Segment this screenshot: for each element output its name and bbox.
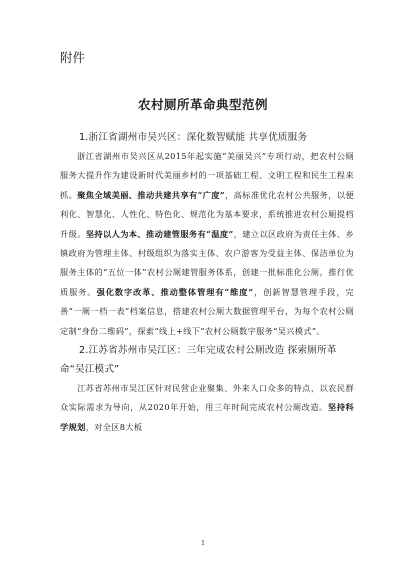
bold-run: 强化数字改革、推动整体管理有“维度” [96, 286, 254, 297]
attachment-label: 附件 [60, 50, 86, 65]
bold-run: 坚持以人为本、推动建管服务有“温度” [85, 228, 234, 239]
text-run: ，建立以区政府为责任主体、乡镇政府为管理主体、村级组织为落实主体、农户游客为受益主体、保洁单位为服务主体的“五位一体”农村公厕建管服务体系，创建一批标准化公厕，推行优质服务。 [60, 228, 354, 297]
section-1-paragraph [60, 147, 354, 341]
section-2-heading: 2.江苏省苏州市吴江区：三年完成农村公厕改造 探索厕所革命“吴江模式” [60, 345, 337, 376]
text-run: 浙江省湖州市吴兴区从2015年起实施“美丽吴兴”专项行动，把农村公厕服务大提升作为建设新时代美丽乡村的一项基础工程、文明工程和民生工程来抓。 [60, 151, 354, 200]
text-run: ，高标准优化农村公共服务，以便利化、智慧化、人性化、特色化、规范化为基本要求，系统推进农村公厕提档升级。 [60, 189, 354, 239]
bold-run: 坚持科学规划 [60, 402, 354, 432]
bold-run: 聚焦全域美丽、推动共建共享有“广度” [77, 189, 225, 200]
page-number: 1 [201, 540, 205, 547]
text-run: ，创新智慧管理手段，完善“一厕一档一表”档案信息，搭建农村公厕大数据管理平台，为每个农村公厕定制“身份二维码”，探索“线上+线下”农村公厕数字服务“吴兴模式”。 [60, 286, 354, 336]
text-run: 江苏省苏州市吴江区针对民营企业聚集、外来人口众多的特点，以农民群众实际需求为导向，从2020年开始，用三年时间完成农村公厕改造。 [60, 383, 354, 413]
section-1-heading: 1.浙江省湖州市吴兴区：深化数智赋能 共享优质服务 [79, 132, 308, 143]
document-body [60, 128, 354, 437]
text-run: ，对全区8大板 [85, 421, 143, 432]
document-title: 农村厕所革命典型范例 [137, 97, 268, 112]
section-2-paragraph [60, 379, 354, 437]
